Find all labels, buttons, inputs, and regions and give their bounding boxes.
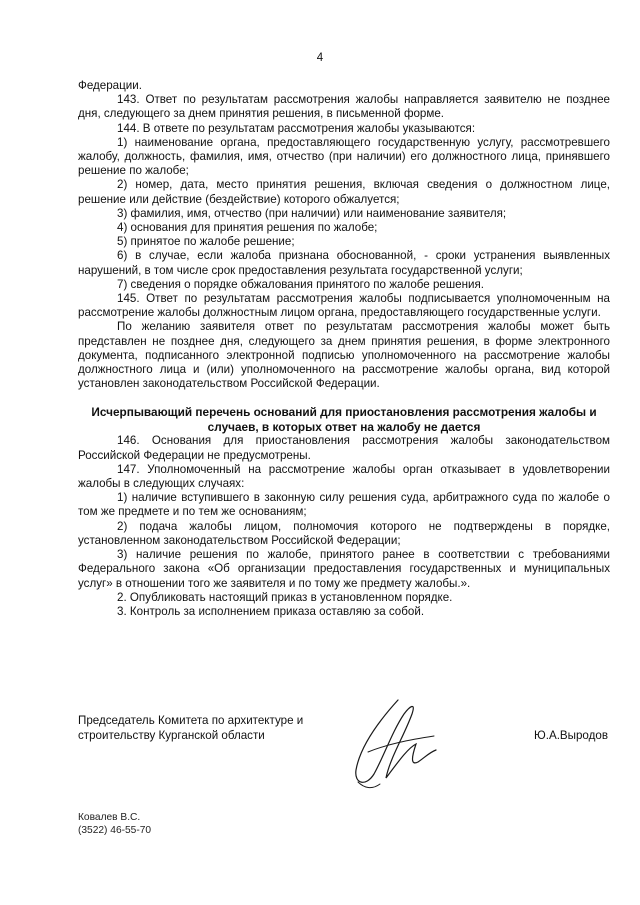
paragraph: 3. Контроль за исполнением приказа оставляю за собой. <box>117 604 425 618</box>
paragraphs-before-heading <box>78 79 610 391</box>
executor-phone: (3522) 46-55-70 <box>78 825 152 836</box>
signer-position-line2: строительству Курганской области <box>78 728 265 742</box>
paragraph: 145. Ответ по результатам рассмотрения жалобы подписывается уполномоченным на рассмотрение жалобы должностным лицом органа, предоставляющего государственные услуги. <box>78 292 610 320</box>
paragraph: Федерации. <box>78 79 142 92</box>
paragraph: 3) наличие решения по жалобе, принятого ранее в соответствии с требованиями Федерального закона «Об организации предоставления государственных и муниципальных услуг» в отношении того же заявителя и по тому же предмету жалобы.». <box>78 548 610 590</box>
executor-name: Ковалев В.С. <box>78 812 141 823</box>
signer-position-line1: Председатель Комитета по архитектуре и <box>78 714 304 727</box>
section-heading: Исчерпывающий перечень оснований для приостановления рассмотрения жалобы и случаев, в которых ответ на жалобу не дается <box>91 405 597 434</box>
page-number: 4 <box>316 52 324 64</box>
signer-position <box>78 714 303 743</box>
signer-name: Ю.А.Выродов <box>534 729 608 742</box>
paragraph: 5) принятое по жалобе решение; <box>117 235 295 249</box>
handwritten-signature <box>338 692 448 792</box>
paragraph: 2. Опубликовать настоящий приказ в установленном порядке. <box>117 590 453 604</box>
paragraph: 146. Основания для приостановления рассмотрения жалобы законодательством Российской Федерации не предусмотрены. <box>78 434 610 462</box>
document-body <box>78 79 610 619</box>
paragraph: 144. В ответе по результатам рассмотрения жалобы указываются: <box>117 121 476 135</box>
paragraph: 6) в случае, если жалоба признана обоснованной, - сроки устранения выявленных нарушений, в том числе срок предоставления результата государственной услуги; <box>78 249 610 277</box>
executor-info <box>78 811 151 837</box>
paragraph: 147. Уполномоченный на рассмотрение жалобы орган отказывает в удовлетворении жалобы в следующих случаях: <box>78 462 610 491</box>
paragraph: 2) подача жалобы лицом, полномочия которого не подтверждены в порядке, установленном законодательством Российской Федерации; <box>78 519 610 547</box>
paragraph: 2) номер, дата, место принятия решения, включая сведения о должностном лице, решение или действие (бездействие) которого обжалуется; <box>78 178 610 206</box>
paragraphs-after-heading <box>78 434 610 619</box>
paragraph: По желанию заявителя ответ по результатам рассмотрения жалобы может быть представлен не позднее дня, следующего за днем принятия решения, в форме электронного документа, подписанного электронной подписью уполномоченного на рассмотрение жалобы должностного лица и (или) уполномоченного на рассмотрение жалобы органа, вид которой установлен законодательством Российской Федерации. <box>78 320 610 391</box>
paragraph: 143. Ответ по результатам рассмотрения жалобы направляется заявителю не позднее дня, следующего за днем принятия решения, в письменной форме. <box>78 93 610 121</box>
paragraph: 1) наличие вступившего в законную силу решения суда, арбитражного суда по жалобе о том же предмете и по тем же основаниям; <box>78 491 610 519</box>
paragraph: 7) сведения о порядке обжалования принятого по жалобе решения. <box>117 277 484 291</box>
paragraph: 1) наименование органа, предоставляющего государственную услугу, рассмотревшего жалобу, должность, фамилия, имя, отчество (при наличии) его должностного лица, принявшего решение по жалобе; <box>78 135 610 178</box>
paragraph: 4) основания для принятия решения по жалобе; <box>117 221 378 235</box>
paragraph: 3) фамилия, имя, отчество (при наличии) или наименование заявителя; <box>117 206 507 220</box>
